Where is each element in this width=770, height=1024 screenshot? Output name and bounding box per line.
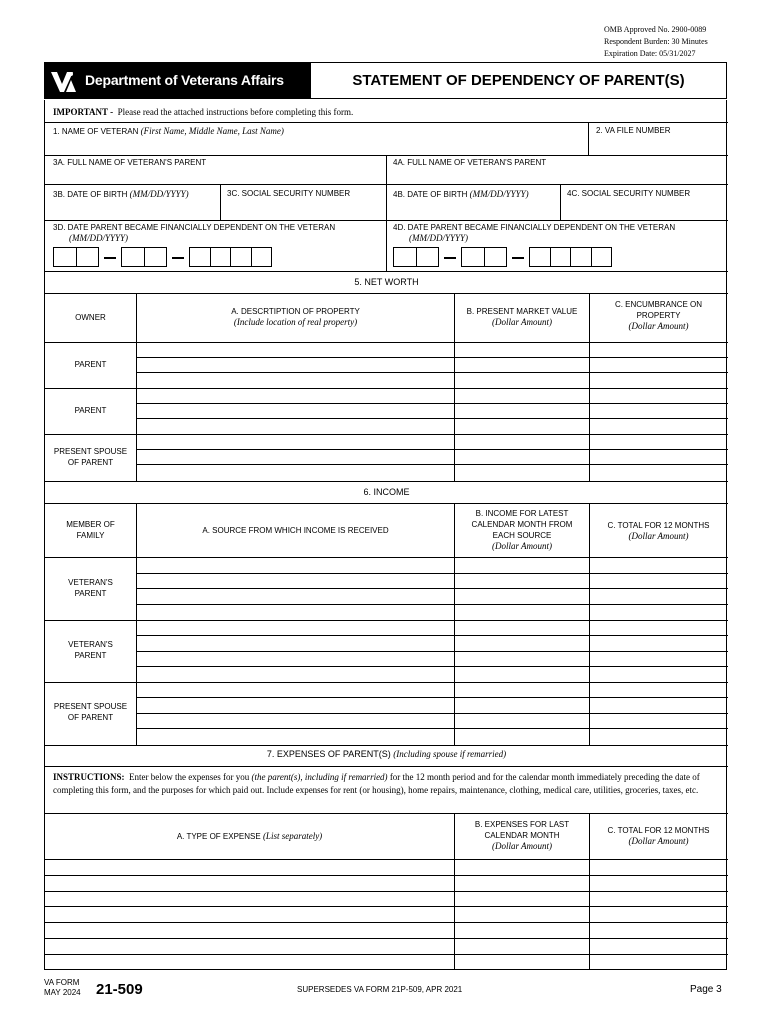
dependency-date-label-3d: 3D. DATE PARENT BECAME FINANCIALLY DEPENDENT ON THE VETERAN (MM/DD/YYYY) [53, 223, 336, 243]
expenses-title: 7. EXPENSES OF PARENT(S) (Including spouse if remarried) [266, 749, 507, 759]
veteran-name-label: 1. NAME OF VETERAN (First Name, Middle Name, Last Name) [53, 126, 284, 136]
net-worth-col-market-value: B. PRESENT MARKET VALUE (Dollar Amount) [466, 307, 578, 327]
parent-name-label-4a: 4A. FULL NAME OF VETERAN'S PARENT [393, 158, 547, 167]
income-col-latest-month: B. INCOME FOR LATEST CALENDAR MONTH FROM EACH SOURCE (Dollar Amount) [471, 509, 573, 551]
va-file-number-label: 2. VA FILE NUMBER [596, 126, 671, 135]
important-note [53, 107, 353, 117]
income-row-parent-2: VETERAN'S PARENT [68, 640, 113, 660]
net-worth-row-parent-1: PARENT [74, 360, 107, 369]
dependency-month-input-3d[interactable] [53, 247, 99, 267]
form-body [44, 100, 727, 970]
dependency-month-input-4d[interactable] [393, 247, 439, 267]
expenses-instructions: INSTRUCTIONS: Enter below the expenses for you (the parent(s), including if remarried) for the 12 month period and for the calendar month immediately preceding the date of completing this form, and the purposes for which paid out. Include expenses for rent (or housing), home repairs, maintenance, clothing, medical care, utilities, groceries, taxes, etc. [53, 772, 700, 795]
income-col-total: C. TOTAL FOR 12 MONTHS (Dollar Amount) [607, 521, 710, 541]
important-text: Please read the attached instructions before completing this form. [117, 107, 354, 117]
net-worth-title: 5. NET WORTH [354, 277, 419, 287]
footer-form-number: 21-509 [96, 981, 143, 998]
income-title: 6. INCOME [363, 487, 410, 497]
footer-form-label: VA FORM MAY 2024 [44, 978, 81, 997]
expiration-date: Expiration Date: 05/31/2027 [604, 49, 696, 58]
expenses-col-last-month: B. EXPENSES FOR LAST CALENDAR MONTH (Dollar Amount) [474, 820, 570, 851]
footer-page-number: Page 3 [690, 984, 722, 995]
net-worth-row-parent-2: PARENT [74, 406, 107, 415]
expenses-col-total: C. TOTAL FOR 12 MONTHS (Dollar Amount) [607, 826, 710, 846]
income-col-member: MEMBER OF FAMILY [66, 520, 115, 540]
income-col-source: A. SOURCE FROM WHICH INCOME IS RECEIVED [202, 526, 389, 535]
dependency-day-input-3d[interactable] [121, 247, 167, 267]
income-row-parent-1: VETERAN'S PARENT [68, 578, 113, 598]
respondent-burden: Respondent Burden: 30 Minutes [604, 37, 708, 46]
net-worth-col-owner: OWNER [75, 313, 106, 322]
omb-number: OMB Approved No. 2900-0089 [604, 25, 707, 34]
footer-supersedes: SUPERSEDES VA FORM 21P-509, APR 2021 [297, 985, 463, 994]
dependency-date-label-4d: 4D. DATE PARENT BECAME FINANCIALLY DEPENDENT ON THE VETERAN (MM/DD/YYYY) [393, 223, 676, 243]
dob-label-4b: 4B. DATE OF BIRTH (MM/DD/YYYY) [393, 189, 529, 199]
dependency-year-input-4d[interactable] [529, 247, 612, 267]
omb-info [604, 24, 708, 60]
department-name: Department of Veterans Affairs [85, 72, 284, 88]
ssn-label-4c: 4C. SOCIAL SECURITY NUMBER [567, 189, 691, 198]
important-label: IMPORTANT - [53, 107, 114, 117]
form-title: STATEMENT OF DEPENDENCY OF PARENT(S) [352, 72, 685, 89]
va-seal-icon [50, 68, 78, 94]
net-worth-col-encumbrance: C. ENCUMBRANCE ON PROPERTY (Dollar Amount) [614, 300, 703, 331]
dependency-year-input-3d[interactable] [189, 247, 272, 267]
net-worth-col-description: A. DESCRTIPTION OF PROPERTY (Include location of real property) [231, 307, 360, 327]
parent-name-label-3a: 3A. FULL NAME OF VETERAN'S PARENT [53, 158, 207, 167]
expenses-col-type: A. TYPE OF EXPENSE (List separately) [176, 831, 323, 841]
dob-label-3b: 3B. DATE OF BIRTH (MM/DD/YYYY) [53, 189, 189, 199]
net-worth-row-spouse: PRESENT SPOUSE OF PARENT [53, 447, 128, 467]
dependency-day-input-4d[interactable] [461, 247, 507, 267]
form-header [44, 62, 727, 99]
income-row-spouse: PRESENT SPOUSE OF PARENT [53, 702, 128, 722]
ssn-label-3c: 3C. SOCIAL SECURITY NUMBER [227, 189, 351, 198]
department-banner [45, 63, 311, 98]
